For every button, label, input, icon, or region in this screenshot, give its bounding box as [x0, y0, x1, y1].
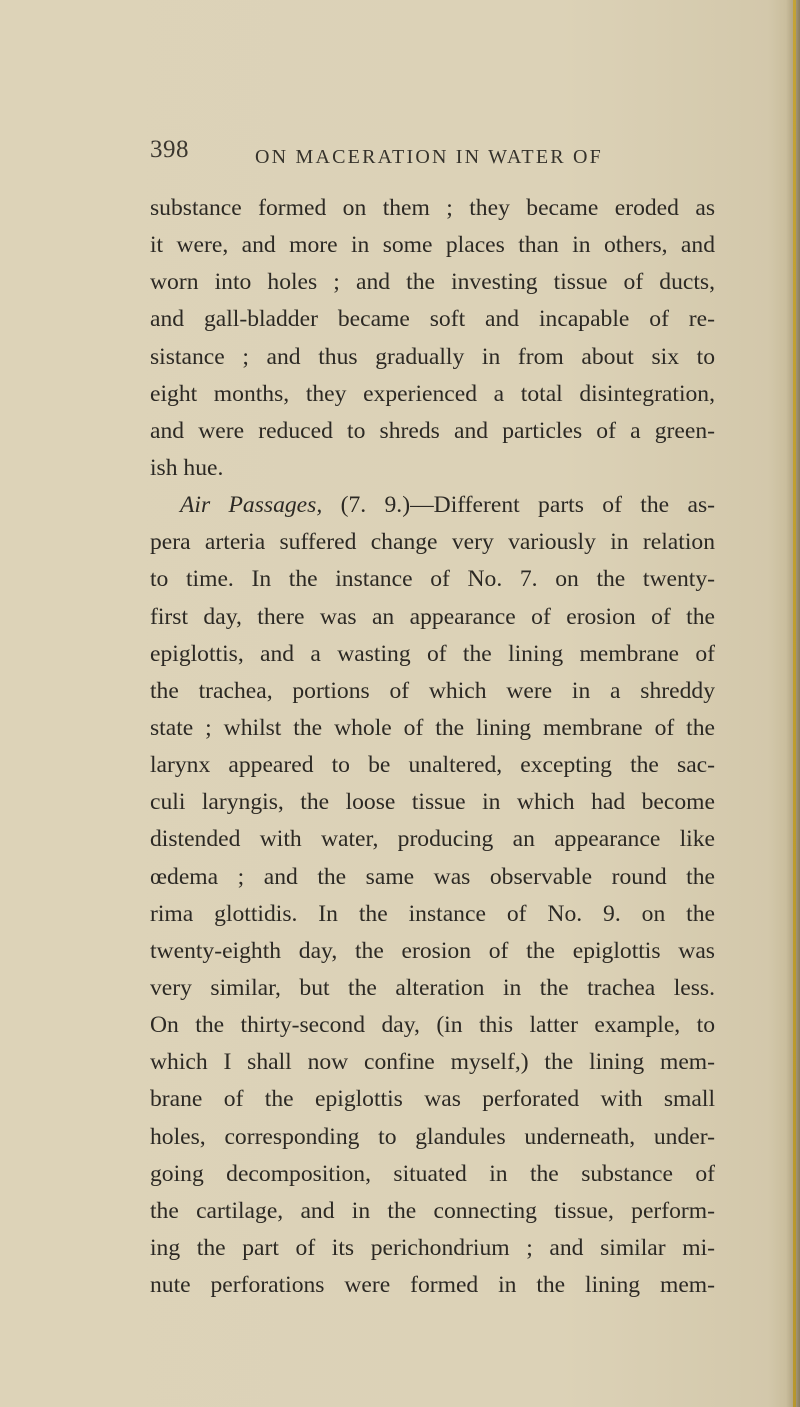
- text-line: nute perforations were formed in the lining mem-: [150, 1272, 715, 1299]
- text-line: very similar, but the alteration in the trachea less.: [150, 974, 715, 1001]
- text-line: and gall-bladder became soft and incapable of re-: [150, 306, 715, 333]
- text-line: pera arteria suffered change very variously in relation: [150, 529, 715, 556]
- text-line: substance formed on them ; they became eroded as: [150, 195, 715, 221]
- text-line: twenty-eighth day, the erosion of the epiglottis was: [150, 937, 715, 964]
- text-line: larynx appeared to be unaltered, excepting the sac-: [150, 752, 715, 779]
- text-line: culi laryngis, the loose tissue in which had become: [150, 789, 715, 816]
- page-number: 398: [150, 136, 189, 163]
- text-line: ish hue.: [150, 454, 224, 481]
- paragraph-first-line-text: (7. 9.)—Different parts of the as-: [322, 492, 715, 519]
- text-line: which I shall now confine myself,) the lining mem-: [150, 1049, 715, 1076]
- body-text: [150, 190, 715, 1304]
- text-line: going decomposition, situated in the substance of: [150, 1160, 715, 1187]
- text-line: worn into holes ; and the investing tissue of ducts,: [150, 269, 715, 296]
- text-line: brane of the epiglottis was perforated with small: [150, 1086, 715, 1113]
- text-line: œdema ; and the same was observable round the: [150, 863, 715, 890]
- text-line: sistance ; and thus gradually in from about six to: [150, 343, 715, 370]
- text-line: and were reduced to shreds and particles of a green-: [150, 417, 715, 444]
- text-line: the cartilage, and in the connecting tissue, perform-: [150, 1197, 715, 1224]
- text-line: to time. In the instance of No. 7. on the twenty-: [150, 566, 715, 593]
- text-line: it were, and more in some places than in others, and: [150, 232, 715, 259]
- text-line: ing the part of its perichondrium ; and similar mi-: [150, 1234, 715, 1261]
- paragraph-first-line: [150, 487, 715, 524]
- text-line: eight months, they experienced a total disintegration,: [150, 380, 715, 407]
- page-gilt-edge: [793, 0, 796, 1407]
- text-line: first day, there was an appearance of erosion of the: [150, 603, 715, 630]
- text-line: holes, corresponding to glandules underneath, under-: [150, 1123, 715, 1150]
- text-line: state ; whilst the whole of the lining membrane of the: [150, 714, 715, 741]
- text-line: the trachea, portions of which were in a shreddy: [150, 677, 715, 704]
- text-line: rima glottidis. In the instance of No. 9. on the: [150, 900, 715, 927]
- text-line: On the thirty-second day, (in this latter example, to: [150, 1012, 715, 1039]
- running-head: ON MACERATION IN WATER OF: [255, 146, 603, 168]
- section-heading: Air Passages,: [180, 492, 323, 519]
- page-header: [0, 136, 800, 176]
- text-line: epiglottis, and a wasting of the lining membrane of: [150, 640, 715, 667]
- text-line: distended with water, producing an appearance like: [150, 826, 715, 853]
